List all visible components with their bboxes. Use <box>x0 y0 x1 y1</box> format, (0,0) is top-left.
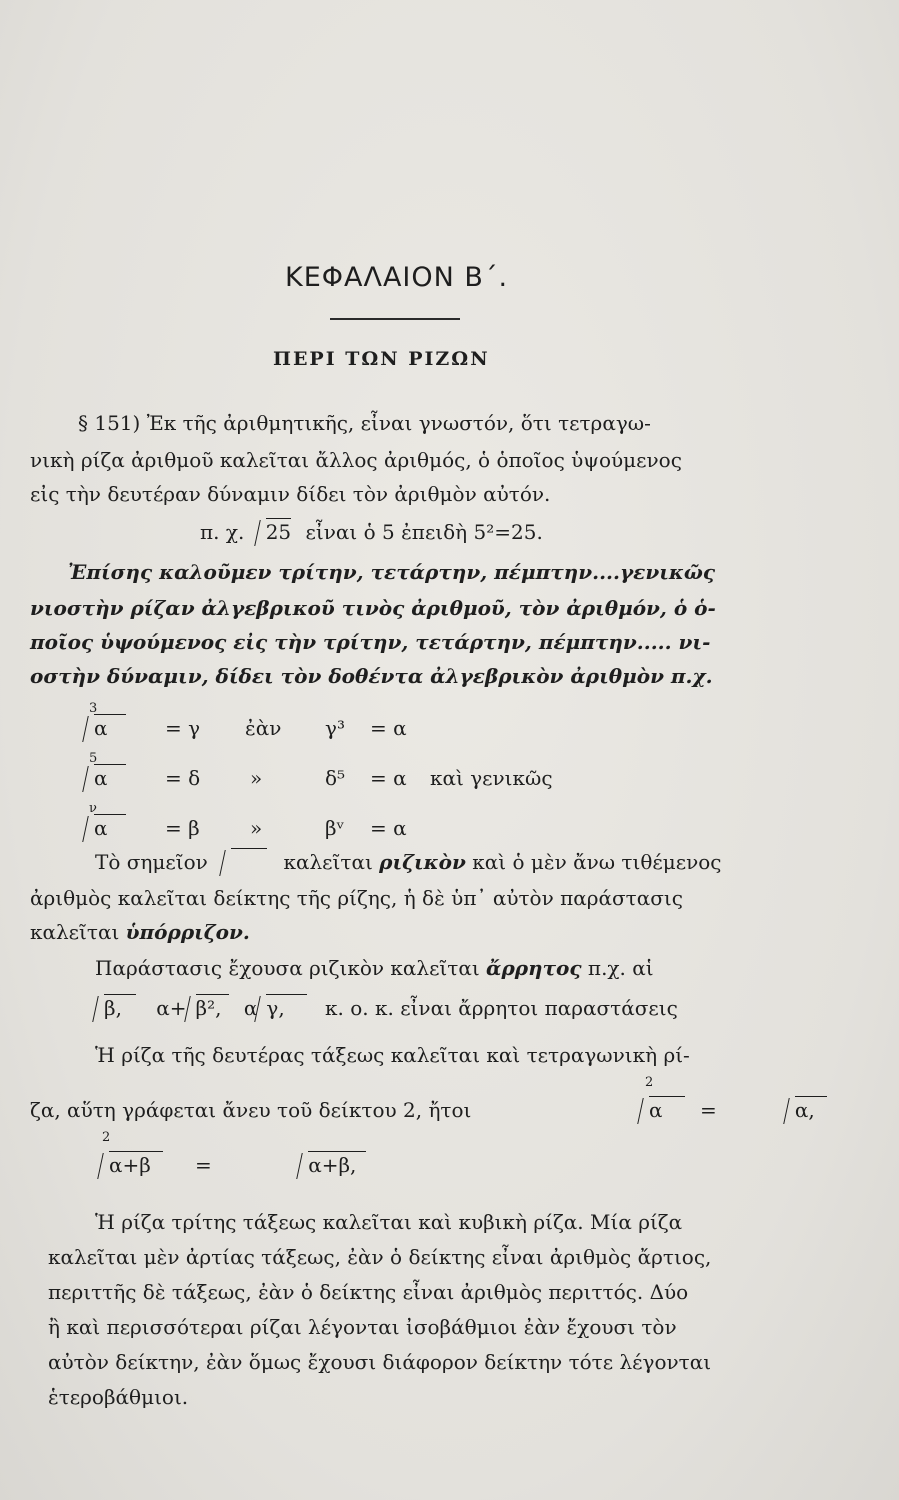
definition-line-4: οστὴν δύναμιν, δίδει τὸν δοθέντα ἀλγεβρικὸν ἀριθμὸν π.χ. <box>30 664 713 688</box>
definition-line-3: ποῖος ὑψούμενος εἰς τὴν τρίτην, τετάρτην, πέμπτην..... νι- <box>30 630 711 654</box>
example-sqrt-25 <box>200 522 543 542</box>
cubic-line-1: Ἡ ρίζα τρίτης τάξεως καλεῖται καὶ κυβικὴ ρίζα. Μία ρίζα <box>95 1210 683 1234</box>
example-rest: εἶναι ὁ 5 ἐπειδὴ 5²=25. <box>305 520 543 544</box>
section-line-2: νικὴ ρίζα ἀριθμοῦ καλεῖται ἄλλος ἀριθμός, ὁ ὁποῖος ὑψούμενος <box>30 448 682 472</box>
section-line-1: § 151) Ἐκ τῆς ἀριθμητικῆς, εἶναι γνωστόν, ὅτι τετραγω- <box>78 411 651 435</box>
definition-line-1: Ἐπίσης καλοῦμεν τρίτην, τετάρτην, πέμπτην....γενικῶς <box>68 560 716 584</box>
radical-sign-icon <box>222 852 267 872</box>
radical-line-2: ἀριθμὸς καλεῖται δείκτης τῆς ρίζης, ἡ δὲ ὑπ᾽ αὐτὸν παράστασις <box>30 886 683 910</box>
root-example-row: 5 α = δ » δ⁵ = α καὶ γενικῶς <box>85 768 605 798</box>
term-hyporrizon: ὑπόρριζον. <box>125 920 250 944</box>
irrational-line-1: Παράστασις ἔχουσα ριζικὸν καλεῖται ἄρρητος π.χ. αἱ <box>95 956 654 980</box>
cubic-line-2: καλεῖται μὲν ἀρτίας τάξεως, ἐὰν ὁ δείκτης εἶναι ἀριθμὸς ἄρτιος, <box>48 1245 712 1269</box>
example-prefix: π. χ. <box>200 520 245 544</box>
radical-line-3: καλεῖται ὑπόρριζον. <box>30 920 250 944</box>
cubic-line-5: αὐτὸν δείκτην, ἐὰν ὅμως ἔχουσι διάφορον δείκτην τότε λέγονται <box>48 1350 712 1374</box>
square-root-line-3: 2 α+β = α+β, <box>100 1155 500 1185</box>
term-rizikon: ριζικὸν <box>379 850 466 874</box>
cubic-line-6: ἑτεροβάθμιοι. <box>48 1385 189 1409</box>
section-line-3: εἰς τὴν δευτέραν δύναμιν δίδει τὸν ἀριθμὸν αὐτόν. <box>30 482 551 506</box>
square-root-line-2: ζα, αὕτη γράφεται ἄνευ τοῦ δείκτου 2, ἤτοι 2 α = α, <box>30 1100 800 1130</box>
definition-line-2: νιοστὴν ρίζαν ἀλγεβρικοῦ τινὸς ἀριθμοῦ, τὸν ἀριθμόν, ὁ ὁ- <box>30 596 716 620</box>
irrational-line-2: β, α+ β², α γ, κ. ο. κ. εἶναι ἄρρητοι παραστάσεις <box>95 998 678 1018</box>
cubic-line-4: ἢ καὶ περισσότεραι ρίζαι λέγονται ἰσοβάθμιοι ἐὰν ἔχουσι τὸν <box>48 1315 677 1339</box>
radical-line-1: Τὸ σημεῖον καλεῖται ριζικὸν καὶ ὁ μὲν ἄνω τιθέμενος <box>95 850 722 874</box>
term-arritos: ἄρρητος <box>486 956 582 980</box>
chapter-title: ΚΕΦΑΛΑΙΟΝ Β΄. <box>285 262 509 293</box>
root-example-row: 3 α = γ ἐὰν γ³ = α <box>85 718 605 748</box>
root-example-row: ν α = β » βᵛ = α <box>85 818 605 848</box>
sqrt-25: 25 <box>257 522 291 542</box>
square-root-line-1: Ἡ ρίζα τῆς δευτέρας τάξεως καλεῖται καὶ τετραγωνικὴ ρί- <box>95 1043 690 1067</box>
title-rule <box>330 318 460 320</box>
cubic-line-3: περιττῆς δὲ τάξεως, ἐὰν ὁ δείκτης εἶναι ἀριθμὸς περιττός. Δύο <box>48 1280 689 1304</box>
chapter-subtitle: ΠΕΡΙ ΤΩΝ ΡΙΖΩΝ <box>273 348 490 370</box>
